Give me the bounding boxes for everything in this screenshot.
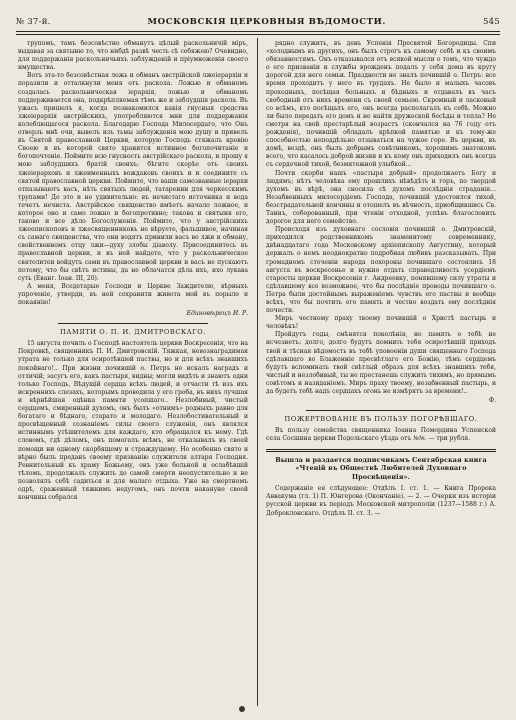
- header-rule: [16, 31, 500, 32]
- obituary-paragraph: Пройдутъ годы, смѣнятся поколѣнія, но память о тебѣ не исчезнетъ: долго, долго будутъ помнить тебя осиротѣвшій приходъ твой и тѣсная вѣдомость въ тебѣ уповоеніи души священнаго Господа сдѣлавшаго во Блаженніе пресвѣтлаго его Божію, тѣмъ сердцемъ будутъ вспоминать твой свѣтлый образъ для всѣхъ знавшихъ тебя, чистый и незлобивый, ты не престанешь служить тихимъ, но прямымъ совѣтомъ и назиданіемъ. Миръ праху твоему, незабвенный пастырь, и да будетъ тебѣ надъ сердцахъ огонь не измѣрятъ за времени!..: [266, 331, 496, 396]
- column-divider: [257, 38, 258, 706]
- obituary-paragraph: Почти скорби нашъ «пастыря добрый» продолжаетъ Богу и людямъ; нѣтъ человѣка ему прошлихъ нѣвѣдѣть и горъ, по твердой духомъ въ вѣрѣ, она сносила сѣ духомъ послѣднія страданія... Незабвенныхъ милосердіемъ Господа, почившій удостоился тихой, безстрадательной кончины и отошелъ въ вѣчность, приобщившись Св. Таинъ, соборованный, при чтеніи отходной, успѣвъ благословить дорогое для него семейство.: [266, 169, 496, 226]
- journal-title: МОСКОВСКІЯ ЦЕРКОВНЫЯ ВѢДОМОСТИ.: [147, 17, 386, 27]
- obituary-paragraph: Миръ честному праху твоему почившій о Христѣ пастырь и человѣкъ!: [266, 315, 496, 331]
- donation-title: ПОЖЕРТВОВАНІЕ ВЪ ПОЛЬЗУ ПОГОРѢВШАГО.: [284, 415, 478, 424]
- left-column: [18, 40, 248, 502]
- page-number: 545: [482, 17, 500, 27]
- article-paragraph: Вотъ эта-то безсовѣстная ложь и обманъ австрійской лжеіерархіи и поразили и отталкнули меня отъ раскола. Ложью и обманомъ создалась раскольническая іерархія, ложью и обманомъ поддерживается она, подкрѣпляемая тѣмъ же и заблудшія раскола. Въ ужасъ пришелъ я, когда познакомился какія гнусныя средства лжеіерархія австрійскихъ, употребляются мни для поддержанія колеблющагося раскола. Благодарю Господа Милосердаго, что Онъ отверзъ мнѣ очи, вывелъ изъ тьмы заблужденія мою душу и привелъ въ Святой православной Церкви, которую Господь стяжалъ кровію Своею и въ которой свято хранится истинное богопочитаніе и богопочтеніе. Поймите всю гнусность австрійскаго раскола, и прошу я мою заблудшихъ братій своихъ: бѣгите скорѣе отъ своихъ лжеіерарховъ и лжеименныхъ вождаковъ своихъ и и соедините съ святой православной церкви. Поймите, что ваши самозванные іерархи отпазываютъ васъ, нѣть святыхъ людей, татаренин для черкесскимъ трупами! До это и не удивительно: въ нечистаго источника и вода течетъ нечиста. Австрійское священство имѣетъ начало ложное, и которое оно и само ложно и богопротивно; такова и святыня его, таково и все дѣло Богослуженія. Поймите, что у австрійскихъ лжеепископовъ и лжесвященниковъ не вѣруете, фальшивое, начиная съ самаго священства, что они водятъ принили васъ во лжи и обману, свойственномъ отцу лжи—духу злобы діаволу. Присоединитесь въ православной церкви, и въ ней найдете, что у раскольническое святолитеи войдутъ сами въ православной церкви и васъ не пускаютъ потому, что бы свѣтъ истины, да не облачатся дѣла ихъ, ихо лукава суть (Еванг. Іоан. III, 20).: [18, 72, 248, 282]
- publication-announcement: Вышла и раздается подписчикамъ Сентябрская книга «Чтеній въ Обществѣ Любителей Духовнаго Просвѣщенія».: [275, 456, 487, 481]
- article-paragraph: трупомъ, тамъ безсовѣстно обманутъ цѣлый раскольничій міръ, выдавая за святыню то, что нибдѣ развѣ честь сѣ себяжею? Очевидно, для поддержанія раскольничьихъ заблужденій и пріумноженія своего имущества.: [18, 40, 248, 72]
- publication-contents: Содержаніе ея слѣдующее: Отдѣлъ I. ст. 1. — Книга Пророка Аввакума (гл. 1) П. Юнгерова (Окончаніе). — 2. — Очерки изъ исторіи русской церкви въ періодъ Московской митрополіи (1237—1588 г.) А. Доброклонскаго. Отдѣлъ II. ст. 3. —: [266, 485, 496, 517]
- section-divider: [58, 323, 208, 324]
- section-divider: [306, 410, 456, 411]
- obituary-paragraph: 15 августа почилъ о Господѣ настоятель церкви Воскресенія, что на Покровкѣ, священникъ П. И. Дмитровскій. Тяжкая, невознаградимая утрата не только для осиротѣвшей паствы, но и для всѣхъ знавшихъ покойнаго!.. При жизни почившій о. Петръ не искалъ наградъ и отличій; засугъ его, какъ пастыря, видны; могли видѣть и знаютъ одни только Господь, Вѣдущій сердца всѣхъ людей, и отчасти тѣ изъ ихъ искреннихъ слезахъ, которымъ проводила у его гроба, въ нихъ лучшая и вѣрнѣйшая оцѣнка памяти усопшаго.. Незлобивый, чистый сердцемъ, смиренный духомъ, онъ былъ «отнимъ» родныхъ равно для богатаго и бѣднаго, старато и молодаго. Незлобостивательный и просвѣщенный сознаніемъ силы своего служенія, онъ являлся истиннымъ утѣшителемъ для каждаго, кто обращался къ нему. Гдѣ словомъ, гдѣ дѣломъ, онъ помогалъ всѣмъ, не отказывалъ въ своей помощи ни одному скорбящему и страждущему. Но особенно свято и вѣрно былъ преданъ своему призванію служителя алтаря Господня. Ревнительный къ храму Божьему, онъ уже больной и ослабѣвшій тѣломъ, продолжалъ служить до самой смерти неопустительно и не позволялъ себѣ садиться и для малаго отдыха. Уже на смертномъ одрѣ, сраженный тяжкимъ недугомъ, онъ почти накануне своей кончины собрался: [18, 340, 248, 502]
- page-dot: [239, 706, 245, 712]
- article-paragraph: А меня, Вседетарые Господи и Церкве Заждителю, вѣрныхъ упроченіе, утверди, въ ней сохранити живота мой въ порыло и покаянію!: [18, 282, 248, 306]
- donation-text: Въ пользу семейства священника Іоанна Помордина Успенской села Сосшина церкви Подольскаго уѣзда отъ №№. — три рубля.: [266, 427, 496, 443]
- obituary-title: ПАМЯТИ О. П. И. ДМИТРОВСКАГО.: [60, 328, 206, 337]
- obituary-signature: Ф.: [489, 397, 496, 405]
- article-signature: Единовѣрецъ И. Р.: [186, 310, 248, 318]
- obituary-paragraph: рядно служить, въ день Успенія Пресвятой Богородицы. Спи «холоднымъ въ другихъ, онъ былъ строгъ къ самому себѣ и къ своимъ обязанностямъ. Онъ отказывался отъ всякой мысли о томъ, что чуждо о его призваніи и службы врожденъ подалъ у себя дома въ кругу дорогой для него семьи. Праздности не зналъ почившій о. Петръ: все время проходитъ у него въ трудахъ. Не было и малыхъ часовъ проходныхъ, посѣщая больныхъ и бѣдныхъ и отдавалъ въ часъ свободный отъ нихъ времени съ своей семьею. Скромный и ласковый со всѣмъ, кто посѣщалъ его, онъ всегда располагалъ къ себѣ. Можно ли было передать его домъ и не найти дружеской бесѣды и тепла? Не смотря на свой престарѣлый возрастъ (скончался на 76 году отъ рожденія), почившій обладалъ крѣпкой памятью и къ тому-же способностью неподдѣльно отзываться на чужое горе. Въ церкви, въ домѣ, вездѣ, онъ былъ добрымъ совѣтникомъ, хорошимъ знатокомъ всего, что касалось доброй жизни и къ кому онъ приходилъ онъ всегда съ сердечной тихой, безмятежной улыбкой...: [266, 40, 496, 169]
- page: [16, 14, 500, 710]
- obituary-paragraph: Происходя изъ духовнаго сословія почившій о. Дмитровскій, приходился родственникомъ знаменитому современнику, двѣнадцатаго года Московскому архіепископу Августину, который держалъ о немъ неоднократно подробная любивъ разсказывать. При громадномъ стеченіи народа похороны почившаго состоялись 18 августа въ воскресенье и нужно отдать справедливость усердіемъ старосты церкви Воскресенія г. Андреевку, понявшему силу утраты и сдѣлавшему все возможное, что бы послѣдніе проводы почившаго о. Петра были достойнымъ выраженіемъ чувствъ его паствы и вообще всѣхъ, что бы почтить его память и честно воздать ему послѣднія почести.: [266, 226, 496, 315]
- section-double-rule: [266, 449, 496, 453]
- issue-number: № 37-й.: [16, 17, 51, 27]
- header-rule-thin: [16, 34, 500, 35]
- right-column: [266, 40, 496, 518]
- running-header: [16, 14, 500, 30]
